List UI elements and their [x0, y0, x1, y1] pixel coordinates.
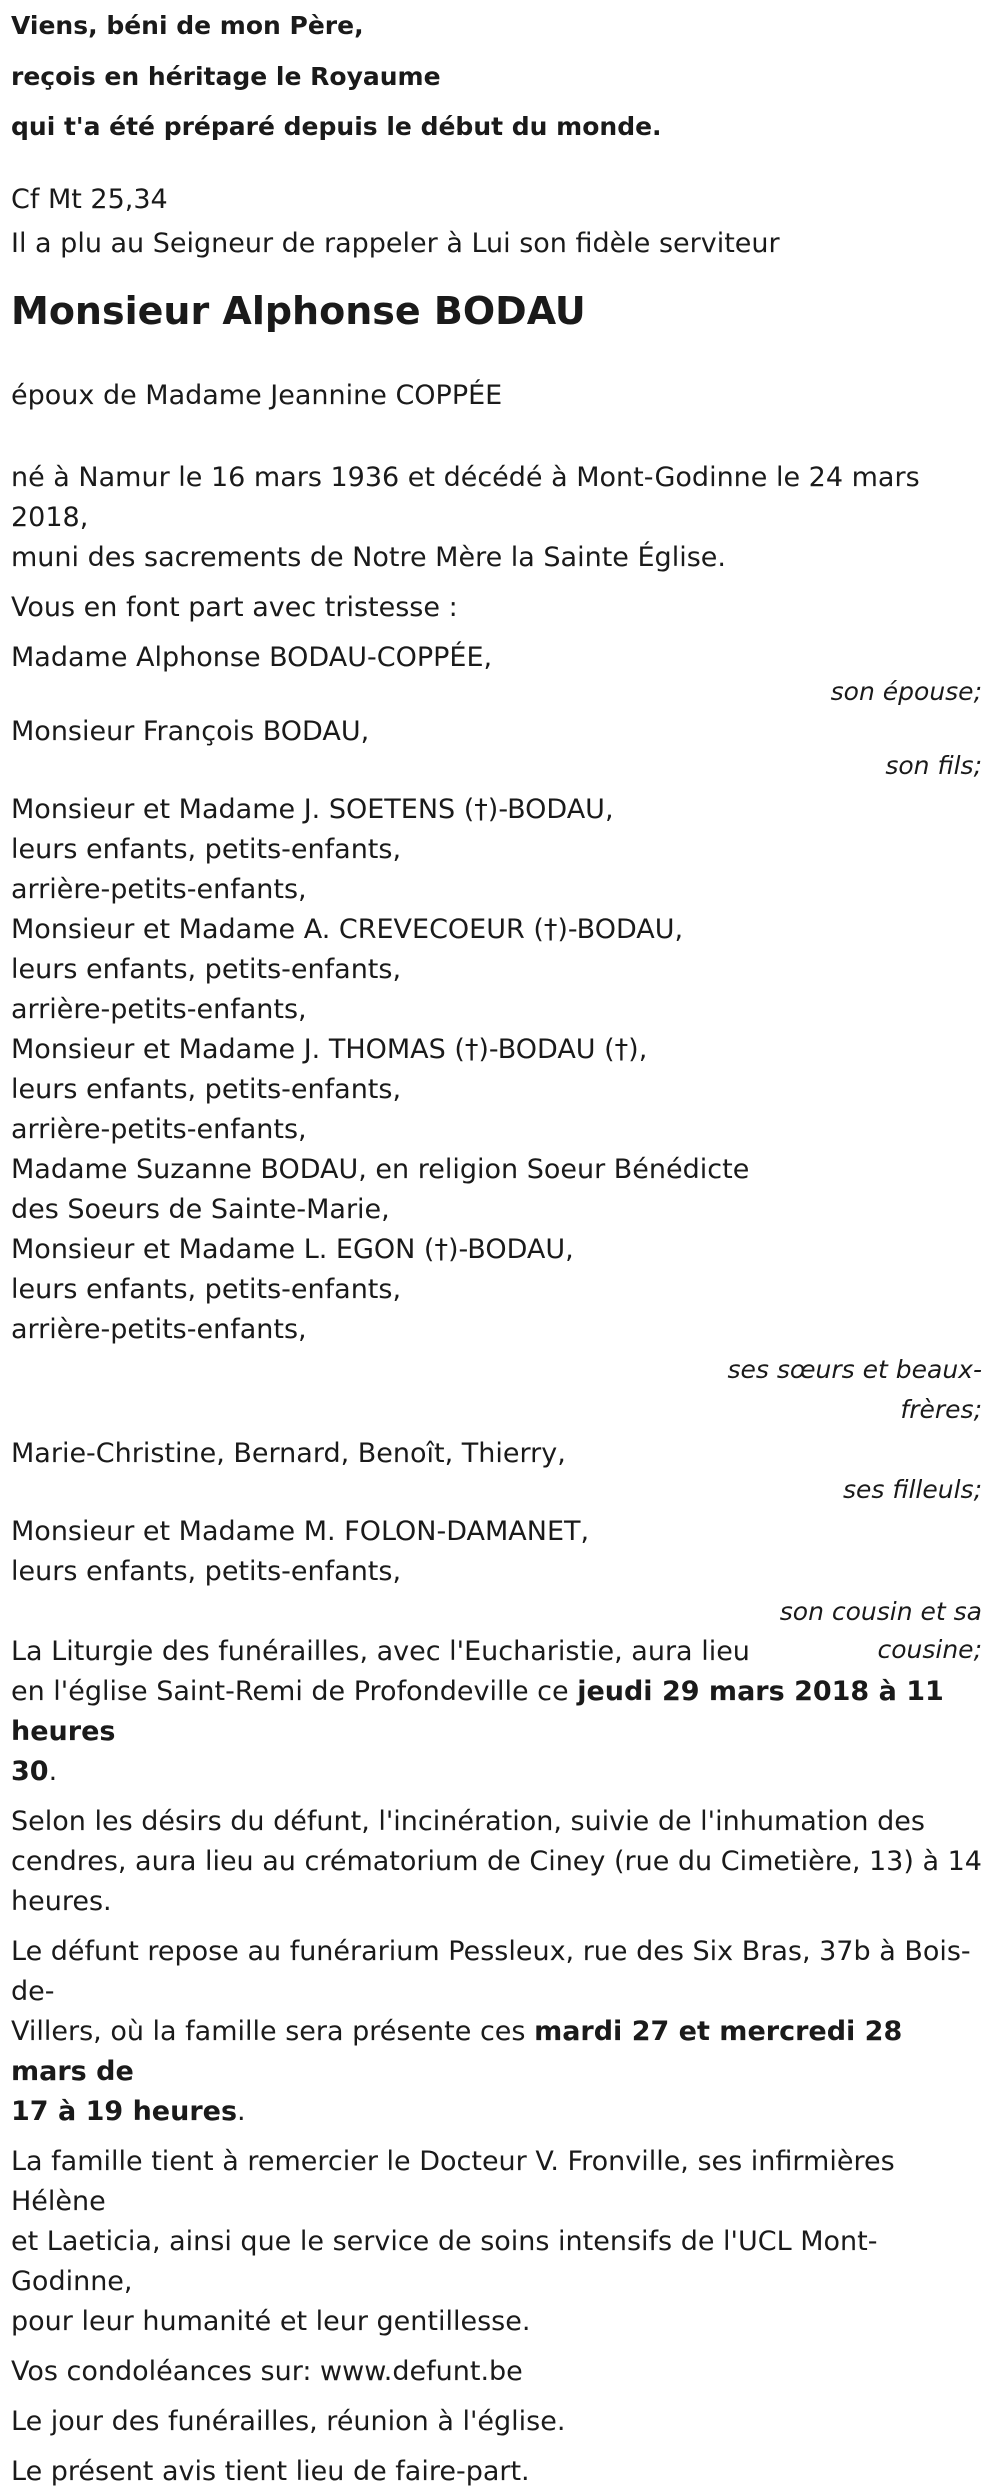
thanks-line: et Laeticia, ainsi que le service de soins intensifs de l'UCL Mont-Godinne,	[11, 2226, 878, 2297]
siblings-list	[11, 790, 982, 1350]
bible-verse	[11, 0, 982, 152]
sibling-line: leurs enfants, petits-enfants,	[11, 1274, 402, 1305]
relation-cousins	[702, 1592, 982, 1632]
relation-line: cousine;	[877, 1635, 982, 1664]
sibling-line: leurs enfants, petits-enfants,	[11, 1074, 402, 1105]
sibling-line: arrière-petits-enfants,	[11, 1114, 307, 1145]
sibling-line: Madame Suzanne BODAU, en religion Soeur Bénédicte	[11, 1154, 750, 1185]
liturgy-date: jeudi 29 mars 2018 à 11 heures	[11, 1676, 944, 1747]
family-cousins: leurs enfants, petits-enfants,	[11, 1556, 402, 1587]
funeral-home-text: Villers, où la famille sera présente ces	[11, 2016, 535, 2047]
liturgy-line	[11, 1752, 982, 1792]
sibling-line: arrière-petits-enfants,	[11, 874, 307, 905]
thanks-line: pour leur humanité et leur gentillesse.	[11, 2306, 531, 2337]
liturgy-place: en l'église Saint-Remi de Profondeville ce	[11, 1676, 578, 1707]
sibling-line: leurs enfants, petits-enfants,	[11, 834, 402, 865]
verse-line: Viens, béni de mon Père,	[11, 11, 364, 40]
funeral-home-line	[11, 2012, 982, 2092]
visiting-dates: mardi 27 et mercredi 28 mars de	[11, 2016, 903, 2087]
sibling-line: Monsieur et Madame J. THOMAS (†)-BODAU (†),	[11, 1034, 648, 1065]
cremation-block	[11, 1802, 982, 1922]
family-cousins: Monsieur et Madame M. FOLON-DAMANET,	[11, 1516, 590, 1547]
funeral-home-line: Le défunt repose au funérarium Pessleux, rue des Six Bras, 37b à Bois-de-	[11, 1936, 971, 2007]
liturgy-block	[11, 1632, 982, 1792]
liturgy-line: La Liturgie des funérailles, avec l'Eucharistie, aura lieu	[11, 1636, 750, 1667]
spouse-line: époux de Madame Jeannine COPPÉE	[11, 380, 503, 411]
funeral-home-line	[11, 2092, 982, 2132]
cremation-line: Selon les désirs du défunt, l'incinération, suivie de l'inhumation des	[11, 1806, 925, 1837]
visiting-hours: 17 à 19 heures	[11, 2096, 238, 2127]
sibling-line: Monsieur et Madame J. SOETENS (†)-BODAU,	[11, 794, 614, 825]
verse-reference: Cf Mt 25,34	[11, 184, 168, 215]
intro-text: Il a plu au Seigneur de rappeler à Lui son fidèle serviteur	[11, 228, 780, 259]
thanks-block	[11, 2142, 982, 2342]
family-godchildren: Marie-Christine, Bernard, Benoît, Thierry,	[11, 1438, 566, 1469]
birth-death-line: muni des sacrements de Notre Mère la Sainte Église.	[11, 542, 726, 573]
relation-siblings	[702, 1350, 982, 1430]
condolences-text: Vos condoléances sur: www.defunt.be	[11, 2356, 523, 2387]
liturgy-period: .	[48, 1756, 58, 1787]
thanks-line: La famille tient à remercier le Docteur V. Fronville, ses infirmières Hélène	[11, 2146, 895, 2217]
announce-text: Vous en font part avec tristesse :	[11, 592, 458, 623]
relation-son: son fils;	[885, 751, 982, 780]
sibling-line: leurs enfants, petits-enfants,	[11, 954, 402, 985]
verse-line: qui t'a été préparé depuis le début du monde.	[11, 112, 662, 141]
cremation-line: cendres, aura lieu au crématorium de Ciney (rue du Cimetière, 13) à 14	[11, 1846, 982, 1877]
sibling-line: Monsieur et Madame L. EGON (†)-BODAU,	[11, 1234, 574, 1265]
family-son: Monsieur François BODAU,	[11, 716, 370, 747]
funeral-home-period: .	[237, 2096, 246, 2127]
family-spouse: Madame Alphonse BODAU-COPPÉE,	[11, 642, 493, 673]
relation-line: son cousin et sa	[779, 1597, 982, 1626]
sibling-line: arrière-petits-enfants,	[11, 994, 307, 1025]
relation-line: frères;	[900, 1395, 982, 1424]
verse-line: reçois en héritage le Royaume	[11, 62, 441, 91]
relation-spouse: son épouse;	[830, 677, 982, 706]
reunion-text: Le jour des funérailles, réunion à l'église.	[11, 2406, 566, 2437]
liturgy-line	[11, 1672, 982, 1752]
relation-line: ses sœurs et beaux-	[727, 1355, 982, 1384]
sibling-line: Monsieur et Madame A. CREVECOEUR (†)-BODAU,	[11, 914, 684, 945]
birth-death-line: né à Namur le 16 mars 1936 et décédé à Mont-Godinne le 24 mars 2018,	[11, 462, 920, 533]
notice-text: Le présent avis tient lieu de faire-part.	[11, 2456, 530, 2487]
deceased-name: Monsieur Alphonse BODAU	[11, 289, 586, 333]
cremation-line: heures.	[11, 1886, 112, 1917]
funeral-home-block	[11, 1932, 982, 2132]
sibling-line: arrière-petits-enfants,	[11, 1314, 307, 1345]
relation-godchildren: ses filleuls;	[842, 1475, 982, 1504]
sibling-line: des Soeurs de Sainte-Marie,	[11, 1194, 390, 1225]
liturgy-minutes: 30	[11, 1756, 49, 1787]
